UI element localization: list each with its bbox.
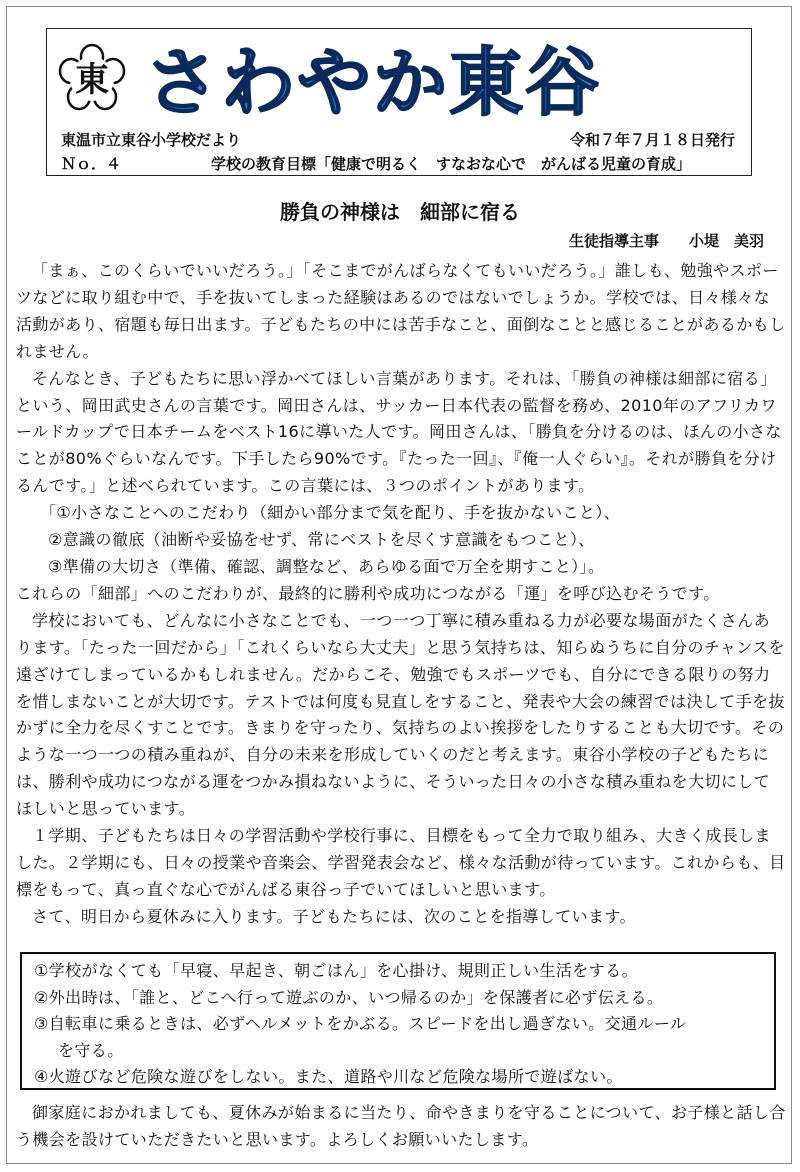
issue-date: 令和７年７月１８日発行 — [569, 131, 735, 149]
point-item: 「①小さなことへのこだわり（細かい部分まで気を配り、手を抜かないこと）、 — [40, 503, 621, 523]
rule-item: ②外出時は、「誰と、どこへ行って遊ぶのか、いつ帰るのか」を保護者に必ず伝える。 — [34, 987, 664, 1007]
point-item: ③準備の大切さ（準備、確認、調整など、あらゆる面で万全を期すこと）」。 — [48, 556, 605, 576]
paragraph: さて、明日から夏休みに入ります。子どもたちには、次のことを指導しています。 — [32, 906, 636, 926]
school-emblem-icon — [57, 43, 127, 113]
rule-item-continued: を守る。 — [58, 1040, 124, 1060]
emblem-char: 東 — [75, 60, 109, 100]
education-motto: 学校の教育目標「健康で明るく すなおな心で がんばる児童の育成」 — [211, 155, 692, 173]
paragraph: 「まぁ、このくらいでいいだろう。」「そこまでがんばらなくてもいいだろう。」誰しも、勉強やスポーツなどに取り組む中で、手を抜いてしまった経験はあるのではないでしょうか。学校では、日々様々な活動があり、宿題も毎日出ます。子どもたちの中には苦手なこと、面倒なことと感じることがあるかもしれません。 — [16, 261, 786, 361]
issue-number: Ｎｏ．４ — [61, 155, 122, 173]
point-item: ②意識の徹底（油断や妥協をせず、常にベストを尽くす意識をもつこと）、 — [48, 530, 595, 550]
paragraph: これらの「細部」へのこだわりが、最終的に勝利や成功につながる「運」を呼び込むそうです。 — [16, 583, 720, 603]
article-title: 勝負の神様は 細部に宿る — [280, 200, 520, 224]
newsletter-title: さわやか東谷 — [145, 40, 601, 126]
article-author: 生徒指導主事 小堤 美羽 — [568, 232, 764, 250]
masthead — [46, 28, 752, 176]
rule-item: ③自転車に乗るときは、必ずヘルメットをかぶる。スピードを出し過ぎない。交通ルール — [34, 1014, 687, 1033]
paragraph: 学校においても、どんなに小さなことでも、一つ一つ丁寧に積み重ねる力が必要な場面がたくさんあります。「たった一回だから」「これくらいなら大丈夫」と思う気持ちは、知らぬうちに自分のチャンスを遠ざけてしまっているかもしれません。だからこそ、勉強でもスポーツでも、自分にできる限りの努力を惜しまないことが大切です。テストでは何度も見直しをすること、発表や大会の練習では決して手を抜かずに全力を尽くすことです。きまりを守ったり、気持ちのよい挨拶をしたりすることも大切です。そのような一つ一つの積み重ねが、自分の未来を形成していくのだと考えます。東谷小学校の子どもたちには、勝利や成功につながる運をつかみ損ねないように、そういった日々の小さな積み重ねを大切にしてほしいと思っています。 — [16, 610, 785, 819]
article-body — [16, 258, 786, 931]
closing-paragraph: 御家庭におかれましても、夏休みが始まるに当たり、命やきまりを守ることについて、お子様と話し合う機会を設けていただきたいと思います。よろしくお願いいたします。 — [16, 1103, 786, 1149]
rule-item: ④火遊びなど危険な遊びをしない。また、道路や川など危険な場所で遊ばない。 — [34, 1067, 623, 1086]
paragraph: そんなとき、子どもたちに思い浮かべてほしい言葉があります。それは、「勝負の神様は細部に宿る」という、岡田武史さんの言葉です。岡田さんは、サッカー日本代表の監督を務め、2010年のアフリカワールドカップで日本チームをベスト16に導いた人です。岡田さんは、「勝負を分けるのは、ほんの小さなことが80%ぐらいなんです。下手したら90%です。『たった一回』、『俺一人ぐらい』。それが勝負を分けるんです。」と述べられています。この言葉には、３つのポイントがあります。 — [16, 368, 782, 496]
school-name: 東温市立東谷小学校だより — [61, 131, 242, 149]
summer-rules-box — [20, 952, 776, 1090]
closing-message — [16, 1100, 786, 1154]
rule-item: ①学校がなくても「早寝、早起き、朝ごはん」を心掛け、規則正しい生活をする。 — [34, 961, 638, 980]
paragraph: １学期、子どもたちは日々の学習活動や学校行事に、目標をもって全力で取り組み、大きく成長しました。２学期にも、日々の授業や音楽会、学習発表会など、様々な活動が待っています。これからも、目標をもって、真っ直ぐな心でがんばる東谷っ子でいてほしいと思います。 — [16, 826, 786, 899]
